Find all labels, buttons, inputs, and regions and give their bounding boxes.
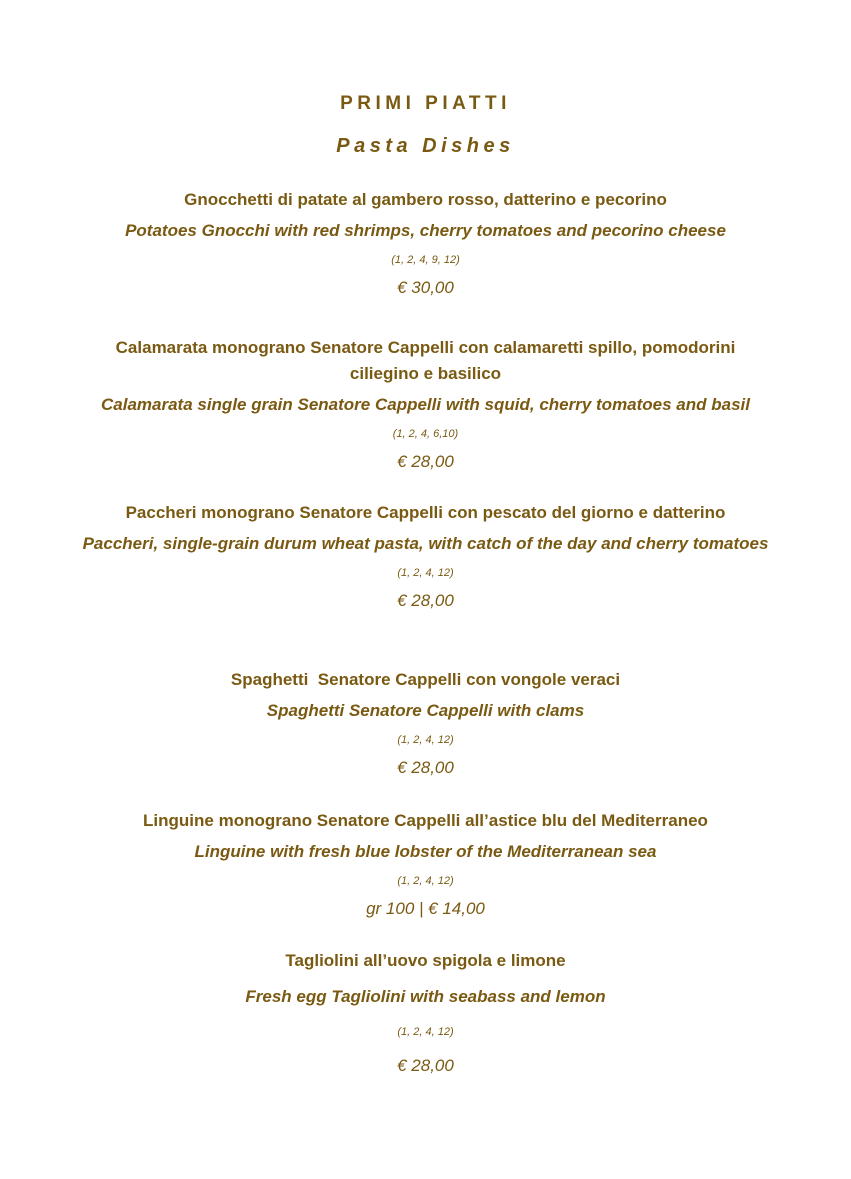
dish-name-english: Fresh egg Tagliolini with seabass and lemon: [245, 987, 606, 1006]
dish-item: [0, 808, 851, 920]
dish-allergens: (1, 2, 4, 6,10): [392, 428, 459, 440]
dish-name-english: Spaghetti Senatore Cappelli with clams: [266, 701, 585, 720]
dish-price: € 28,00: [397, 591, 454, 610]
dish-name-english: Calamarata single grain Senatore Cappelli with squid, cherry tomatoes and basil: [100, 395, 750, 414]
dish-name-italian: Tagliolini all’uovo spigola e limone: [285, 951, 566, 970]
dish-price: € 28,00: [397, 758, 454, 777]
dish-item: [0, 335, 851, 473]
dish-price: gr 100 | € 14,00: [366, 899, 485, 918]
dish-item: [0, 500, 851, 612]
dish-allergens: (1, 2, 4, 12): [397, 567, 454, 579]
dish-allergens: (1, 2, 4, 12): [397, 1026, 454, 1038]
dish-allergens: (1, 2, 4, 12): [397, 734, 454, 746]
dish-price: € 28,00: [397, 1056, 454, 1075]
dish-allergens: (1, 2, 4, 12): [397, 875, 454, 887]
dish-price: € 30,00: [397, 278, 454, 297]
dish-name-english: Potatoes Gnocchi with red shrimps, cherry tomatoes and pecorino cheese: [125, 221, 726, 240]
dish-item: [0, 187, 851, 299]
dish-item: [0, 948, 851, 1077]
dish-name-italian: Gnocchetti di patate al gambero rosso, datterino e pecorino: [184, 190, 667, 209]
dish-name-italian: Paccheri monograno Senatore Cappelli con pescato del giorno e datterino: [125, 503, 726, 522]
dish-name-english: Paccheri, single-grain durum wheat pasta, with catch of the day and cherry tomatoes: [82, 534, 769, 553]
dish-price: € 28,00: [397, 452, 454, 471]
dish-item: [0, 667, 851, 779]
section-title: PRIMI PIATTI: [340, 93, 511, 114]
dish-name-english: Linguine with fresh blue lobster of the Mediterranean sea: [194, 842, 657, 861]
dish-allergens: (1, 2, 4, 9, 12): [391, 254, 460, 266]
dish-name-italian: Linguine monograno Senatore Cappelli all’astice blu del Mediterraneo: [143, 811, 708, 830]
dish-name-italian: Spaghetti Senatore Cappelli con vongole veraci: [230, 670, 621, 689]
section-subtitle: Pasta Dishes: [336, 135, 515, 157]
dish-name-italian: Calamarata monograno Senatore Cappelli con calamaretti spillo, pomodorini ciliegino e basilico: [115, 338, 736, 383]
